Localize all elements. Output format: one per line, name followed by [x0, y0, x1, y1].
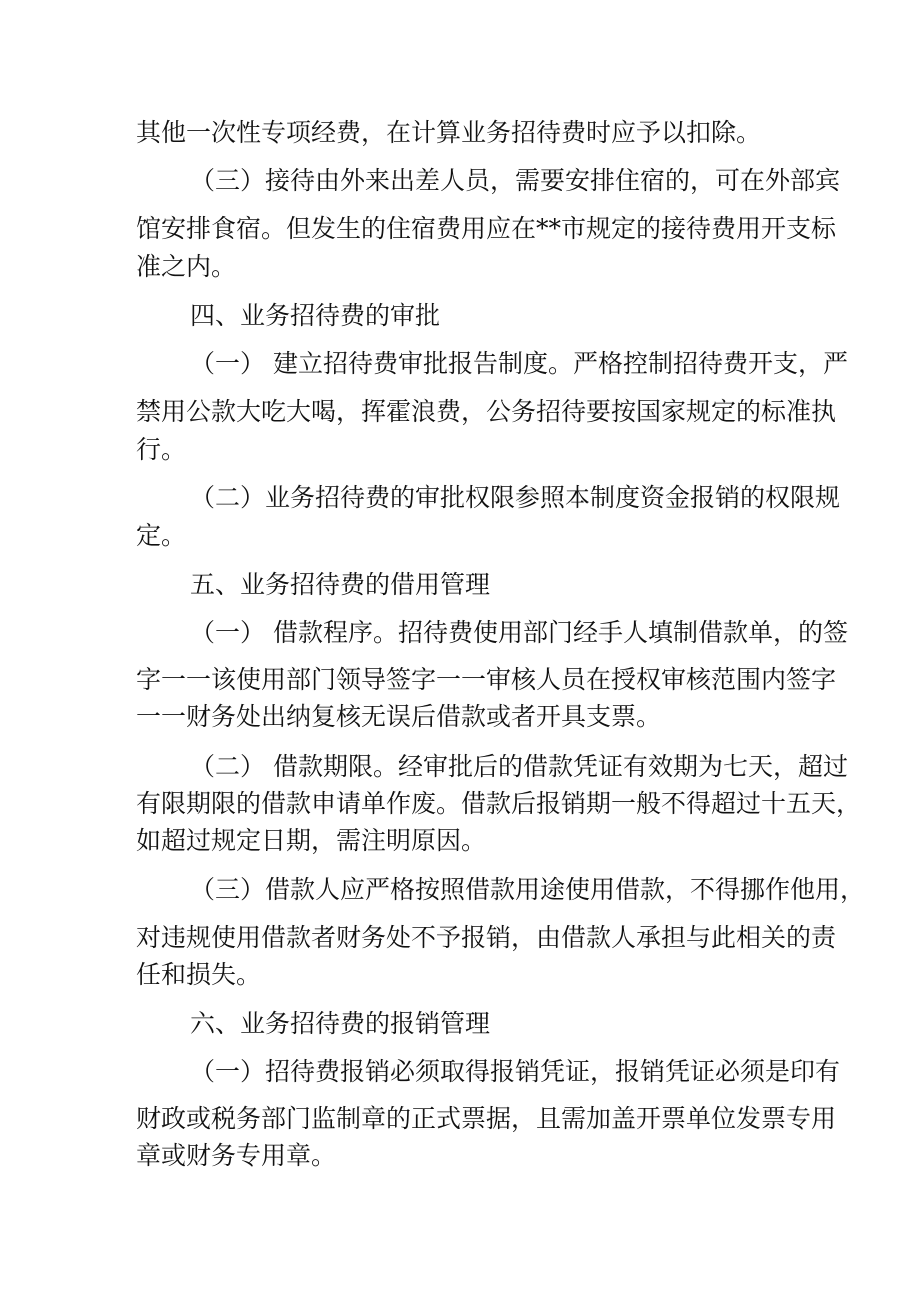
line-text: 一一财务处出纳复核无误后借款或者开具支票。	[136, 702, 662, 731]
line-text: 有限期限的借款申请单作废。借款后报销期一般不得超过十五天，	[136, 789, 862, 818]
line-text: 行。	[136, 435, 187, 464]
line-text: （一） 建立招待费审批报告制度。严格控制招待费开支，严	[190, 349, 848, 378]
line-text: （一） 借款程序。招待费使用部门经手人填制借款单，的签	[190, 618, 848, 647]
text-line	[0, 953, 920, 997]
line-text: （三）接待由外来出差人员，需要安排住宿的，可在外部宾	[190, 166, 841, 195]
text-line	[0, 245, 920, 289]
text-line	[0, 611, 920, 655]
text-line	[0, 868, 920, 912]
heading-text: 四、业务招待费的审批	[190, 301, 441, 330]
section-heading	[0, 294, 920, 338]
line-text: （二）业务招待费的审批权限参照本制度资金报销的权限规	[190, 483, 841, 512]
heading-text: 五、业务招待费的借用管理	[190, 570, 491, 599]
line-text: 定。	[136, 521, 187, 550]
text-line	[0, 514, 920, 558]
line-text: 任和损失。	[136, 960, 262, 989]
text-line	[0, 111, 920, 155]
line-text: 禁用公款大吃大喝，挥霍浪费，公务招待要按国家规定的标准执	[136, 397, 837, 426]
text-line	[0, 1050, 920, 1094]
text-line	[0, 342, 920, 386]
line-text: （三）借款人应严格按照借款用途使用借款，不得挪作他用，	[190, 875, 866, 904]
line-text: （二） 借款期限。经审批后的借款凭证有效期为七天，超过	[190, 752, 848, 781]
text-line	[0, 159, 920, 203]
line-text: 如超过规定日期，需注明原因。	[136, 826, 487, 855]
section-heading	[0, 563, 920, 607]
line-text: 章或财务专用章。	[136, 1141, 337, 1170]
line-text: 财政或税务部门监制章的正式票据，且需加盖开票单位发票专用	[136, 1104, 837, 1133]
line-text: 对违规使用借款者财务处不予报销，由借款人承担与此相关的责	[136, 923, 837, 952]
text-line	[0, 1134, 920, 1178]
text-line	[0, 695, 920, 739]
heading-text: 六、业务招待费的报销管理	[190, 1009, 491, 1038]
line-text: 字一一该使用部门领导签字一一审核人员在授权审核范围内签字	[136, 665, 837, 694]
line-text: （一）招待费报销必须取得报销凭证，报销凭证必须是印有	[190, 1057, 841, 1086]
section-heading	[0, 1002, 920, 1046]
line-text: 馆安排食宿。但发生的住宿费用应在**市规定的接待费用开支标	[136, 214, 837, 243]
line-text: 准之内。	[136, 252, 237, 281]
text-line	[0, 819, 920, 863]
line-text: 其他一次性专项经费，在计算业务招待费时应予以扣除。	[136, 118, 762, 147]
text-line	[0, 428, 920, 472]
